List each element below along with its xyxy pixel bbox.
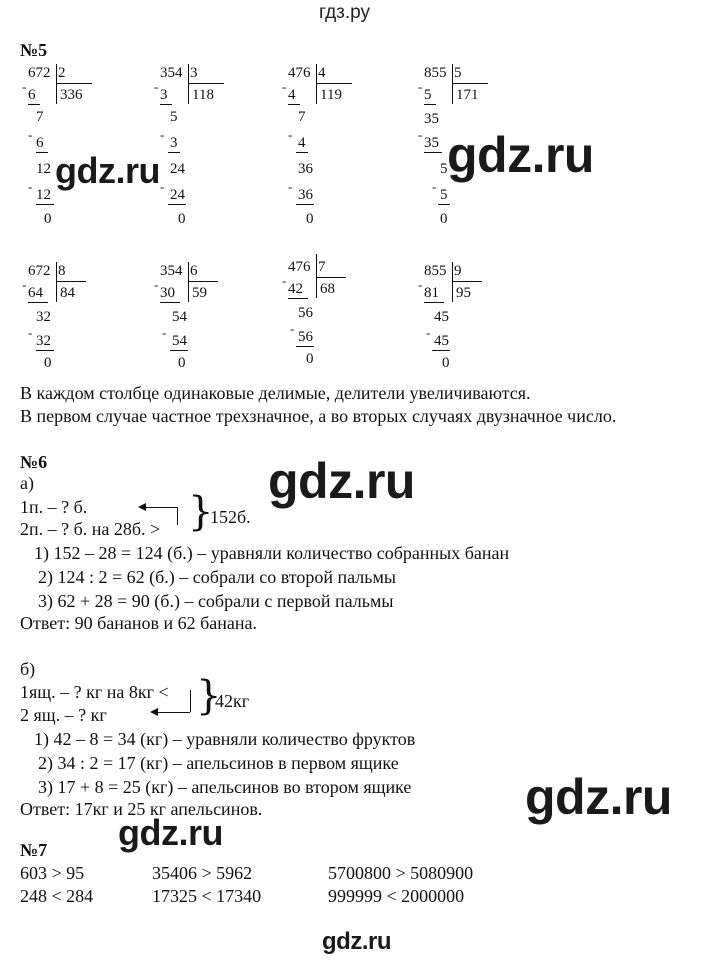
dividend: 354 bbox=[160, 263, 183, 279]
step: 4 bbox=[288, 87, 296, 103]
minus-sign: - bbox=[22, 79, 27, 94]
step: 56 bbox=[298, 305, 313, 321]
underline bbox=[168, 152, 180, 153]
minus-sign: - bbox=[418, 277, 423, 292]
quotient: 84 bbox=[60, 285, 75, 301]
divisor: 7 bbox=[318, 259, 326, 275]
underline bbox=[296, 152, 308, 153]
underline bbox=[424, 152, 442, 153]
quotient: 95 bbox=[456, 285, 471, 301]
step: 6 bbox=[36, 135, 44, 151]
minus-sign: - bbox=[288, 179, 293, 194]
part-b-condition-1: 1ящ. – ? кг на 8кг < bbox=[20, 682, 169, 702]
division-bar bbox=[452, 83, 488, 84]
quotient: 59 bbox=[192, 285, 207, 301]
step: 24 bbox=[170, 161, 185, 177]
step: 30 bbox=[160, 285, 175, 301]
step: 0 bbox=[306, 351, 314, 367]
underline bbox=[432, 350, 450, 351]
underline bbox=[168, 204, 186, 205]
part-a-step-2: 2) 124 : 2 = 62 (б.) – собрали со второй пальмы bbox=[38, 567, 396, 587]
arrow-left-icon bbox=[150, 708, 158, 716]
step: 0 bbox=[442, 355, 450, 371]
quotient: 336 bbox=[60, 87, 83, 103]
minus-sign: - bbox=[282, 79, 287, 94]
arrow-line bbox=[158, 712, 190, 713]
part-a-condition-1: 1п. – ? б. bbox=[20, 497, 88, 517]
minus-sign: - bbox=[154, 79, 159, 94]
divisor: 6 bbox=[190, 263, 198, 279]
minus-sign: - bbox=[160, 179, 165, 194]
step: 0 bbox=[44, 211, 52, 227]
comparison: 999999 < 2000000 bbox=[328, 886, 465, 906]
curly-brace: } bbox=[196, 673, 222, 719]
minus-sign: - bbox=[426, 325, 431, 340]
underline bbox=[296, 346, 314, 347]
step: 35 bbox=[424, 135, 439, 151]
part-a-total: 152б. bbox=[210, 507, 251, 527]
step: 45 bbox=[434, 309, 449, 325]
underline bbox=[36, 350, 54, 351]
underline bbox=[160, 302, 180, 303]
exercise-5-note-1: В каждом столбце одинаковые делимые, делители увеличиваются. bbox=[20, 383, 531, 403]
curly-brace: } bbox=[188, 489, 214, 535]
part-a-label: а) bbox=[20, 473, 34, 493]
division-bar bbox=[188, 262, 189, 302]
part-b-step-2: 2) 34 : 2 = 17 (кг) – апельсинов в первом ящике bbox=[38, 753, 399, 773]
watermark: gdz.ru bbox=[55, 150, 160, 191]
watermark: gdz.ru bbox=[118, 812, 223, 853]
underline bbox=[28, 302, 48, 303]
division-bar bbox=[316, 254, 317, 298]
minus-sign: - bbox=[290, 321, 295, 336]
part-a-answer: Ответ: 90 бананов и 62 банана. bbox=[20, 613, 258, 633]
minus-sign: - bbox=[28, 325, 33, 340]
dividend: 672 bbox=[28, 65, 51, 81]
underline bbox=[160, 104, 172, 105]
division-bar bbox=[56, 64, 57, 104]
division-bar bbox=[452, 262, 453, 302]
step: 54 bbox=[172, 309, 187, 325]
minus-sign: - bbox=[288, 127, 293, 142]
underline bbox=[288, 104, 300, 105]
part-a-step-1: 1) 152 – 28 = 124 (б.) – уравняли количество собранных банан bbox=[34, 543, 510, 563]
divisor: 3 bbox=[190, 65, 198, 81]
exercise-5-note-2: В первом случае частное трехзначное, а во вторых случаях двузначное число. bbox=[20, 406, 617, 426]
quotient: 118 bbox=[192, 87, 214, 103]
division-672-by-8 bbox=[22, 262, 128, 382]
underline bbox=[438, 204, 450, 205]
division-bar bbox=[188, 281, 218, 282]
minus-sign: - bbox=[22, 277, 27, 292]
underline bbox=[288, 298, 308, 299]
minus-sign: - bbox=[432, 179, 437, 194]
part-b-label: б) bbox=[20, 659, 36, 679]
minus-sign: - bbox=[418, 127, 423, 142]
step: 42 bbox=[288, 281, 303, 297]
division-354-by-3 bbox=[154, 64, 260, 234]
step: 35 bbox=[424, 111, 439, 127]
minus-sign: - bbox=[160, 127, 165, 142]
step: 6 bbox=[28, 87, 36, 103]
division-476-by-7 bbox=[282, 258, 388, 378]
step: 32 bbox=[36, 309, 51, 325]
division-bar bbox=[316, 64, 317, 104]
division-bar bbox=[56, 262, 57, 302]
step: 4 bbox=[298, 135, 306, 151]
exercise-5-heading: №5 bbox=[20, 40, 48, 60]
exercise-7-heading: №7 bbox=[20, 840, 48, 860]
quotient: 119 bbox=[320, 87, 342, 103]
watermark: gdz.ru bbox=[525, 769, 672, 825]
step: 7 bbox=[36, 109, 44, 125]
watermark: gdz.ru bbox=[447, 127, 594, 183]
step: 64 bbox=[28, 285, 43, 301]
watermark: gdz.ru bbox=[322, 928, 391, 955]
part-a-condition-2: 2п. – ? б. на 28б. > bbox=[20, 519, 161, 539]
step: 81 bbox=[424, 285, 439, 301]
minus-sign: - bbox=[418, 79, 423, 94]
step: 5 bbox=[170, 109, 178, 125]
step: 0 bbox=[44, 355, 52, 371]
step: 24 bbox=[170, 187, 185, 203]
dividend: 672 bbox=[28, 263, 51, 279]
part-b-step-3: 3) 17 + 8 = 25 (кг) – апельсинов во втором ящике bbox=[38, 777, 412, 797]
step: 5 bbox=[440, 161, 448, 177]
minus-sign: - bbox=[154, 277, 159, 292]
underline bbox=[36, 204, 54, 205]
arrow-line bbox=[145, 507, 177, 508]
step: 0 bbox=[178, 355, 186, 371]
step: 0 bbox=[440, 211, 448, 227]
division-bar bbox=[188, 83, 224, 84]
dividend: 476 bbox=[288, 65, 311, 81]
step: 36 bbox=[298, 187, 313, 203]
step: 3 bbox=[170, 135, 178, 151]
part-b-condition-2: 2 ящ. – ? кг bbox=[20, 705, 107, 725]
step: 5 bbox=[424, 87, 432, 103]
dividend: 855 bbox=[424, 263, 447, 279]
division-476-by-4 bbox=[282, 64, 388, 234]
part-b-answer: Ответ: 17кг и 25 кг апельсинов. bbox=[20, 799, 263, 819]
divisor: 9 bbox=[454, 263, 462, 279]
underline bbox=[36, 152, 48, 153]
exercise-6-heading: №6 bbox=[20, 452, 48, 472]
division-bar bbox=[452, 281, 482, 282]
underline bbox=[424, 302, 444, 303]
minus-sign: - bbox=[162, 325, 167, 340]
divisor: 2 bbox=[58, 65, 66, 81]
step: 7 bbox=[298, 109, 306, 125]
underline bbox=[170, 350, 188, 351]
divisor: 4 bbox=[318, 65, 326, 81]
division-bar bbox=[316, 277, 346, 278]
minus-sign: - bbox=[28, 179, 33, 194]
division-672-by-2 bbox=[22, 64, 128, 234]
arrow-line bbox=[177, 507, 178, 525]
part-a-step-3: 3) 62 + 28 = 90 (б.) – собрали с первой пальмы bbox=[38, 591, 394, 611]
watermark: gdz.ru bbox=[268, 453, 415, 509]
part-b-step-1: 1) 42 – 8 = 34 (кг) – уравняли количество фруктов bbox=[34, 729, 416, 749]
step: 5 bbox=[440, 187, 448, 203]
dividend: 855 bbox=[424, 65, 447, 81]
division-bar bbox=[56, 83, 92, 84]
underline bbox=[296, 204, 314, 205]
division-855-by-9 bbox=[418, 262, 524, 382]
division-bar bbox=[188, 64, 189, 104]
comparison: 17325 < 17340 bbox=[152, 886, 262, 906]
dividend: 354 bbox=[160, 65, 183, 81]
division-354-by-6 bbox=[154, 262, 260, 382]
division-bar bbox=[56, 281, 86, 282]
comparison: 603 > 95 bbox=[20, 863, 85, 883]
site-title: гдз.ру bbox=[319, 2, 371, 23]
step: 54 bbox=[172, 333, 187, 349]
minus-sign: - bbox=[282, 273, 287, 288]
division-bar bbox=[316, 83, 352, 84]
quotient: 68 bbox=[320, 281, 335, 297]
underline bbox=[28, 104, 40, 105]
minus-sign: - bbox=[28, 127, 33, 142]
part-b-total: 42кг bbox=[215, 691, 250, 711]
step: 45 bbox=[434, 333, 449, 349]
step: 32 bbox=[36, 333, 51, 349]
divisor: 5 bbox=[454, 65, 462, 81]
arrow-line bbox=[190, 690, 191, 712]
comparison: 5700800 > 5080900 bbox=[328, 863, 474, 883]
step: 56 bbox=[298, 329, 313, 345]
comparison: 248 < 284 bbox=[20, 886, 94, 906]
step: 12 bbox=[36, 161, 51, 177]
step: 36 bbox=[298, 161, 313, 177]
quotient: 171 bbox=[456, 87, 479, 103]
division-bar bbox=[452, 64, 453, 104]
step: 12 bbox=[36, 187, 51, 203]
underline bbox=[424, 104, 436, 105]
comparison: 35406 > 5962 bbox=[152, 863, 253, 883]
dividend: 476 bbox=[288, 259, 311, 275]
step: 0 bbox=[306, 211, 314, 227]
step: 0 bbox=[178, 211, 186, 227]
divisor: 8 bbox=[58, 263, 66, 279]
step: 3 bbox=[160, 87, 168, 103]
